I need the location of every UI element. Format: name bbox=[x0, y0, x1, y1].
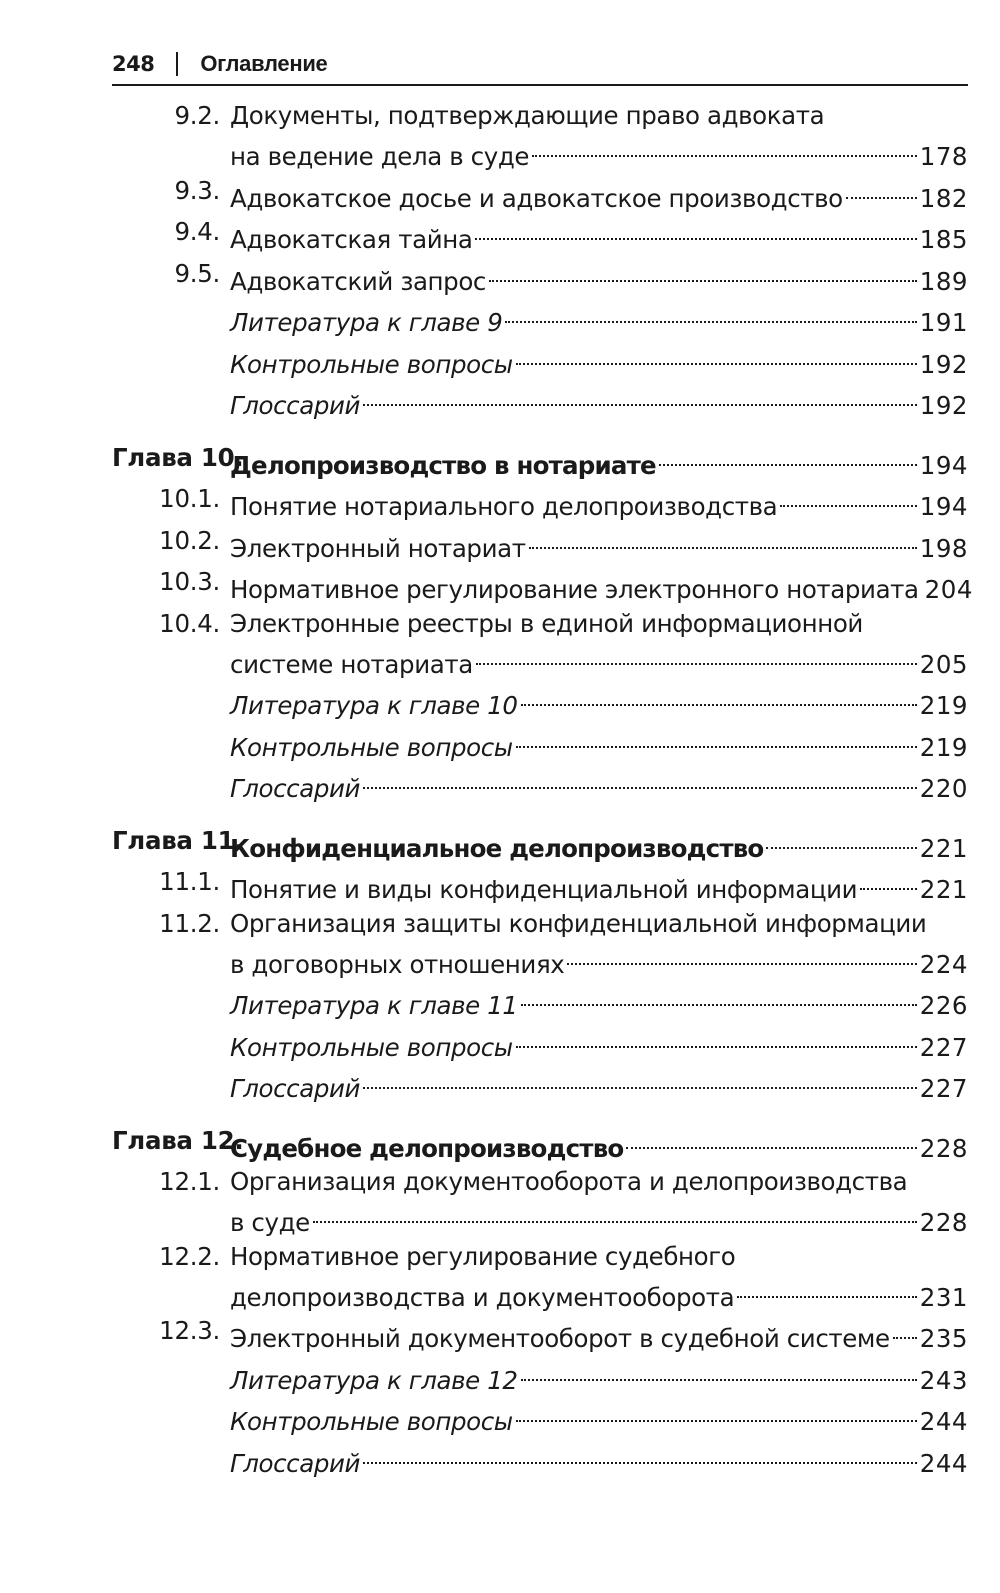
dot-leader bbox=[521, 681, 917, 714]
toc-page-number: 224 bbox=[919, 949, 968, 979]
toc-entry-line bbox=[230, 824, 968, 863]
dot-leader bbox=[532, 132, 917, 165]
toc-entry-line bbox=[230, 441, 968, 480]
toc-entry-line bbox=[230, 1439, 968, 1478]
toc-entry-line bbox=[230, 1314, 968, 1353]
toc-entry-body bbox=[230, 174, 968, 213]
toc-entry-body bbox=[230, 257, 968, 296]
toc-entry-body bbox=[230, 1439, 968, 1478]
toc-page-number: 221 bbox=[919, 833, 968, 863]
dot-leader bbox=[475, 215, 916, 248]
toc-entry-title: Делопроизводство в нотариате bbox=[230, 450, 656, 480]
toc-page-number: 219 bbox=[919, 732, 968, 762]
toc-entry-line bbox=[230, 723, 968, 762]
toc-page-number: 221 bbox=[919, 875, 968, 904]
toc-entry-number: Глава 12. bbox=[112, 1125, 244, 1155]
toc-entry-number: Глава 10. bbox=[112, 442, 244, 472]
toc-entry-line bbox=[230, 1356, 968, 1395]
toc-entry-body bbox=[230, 907, 968, 979]
dot-leader bbox=[516, 1023, 917, 1056]
toc-entry-number: 12.1. bbox=[159, 1167, 220, 1196]
dot-leader bbox=[476, 640, 917, 673]
dot-leader bbox=[780, 482, 916, 515]
toc-page-number: 191 bbox=[919, 308, 968, 337]
toc-entry-line bbox=[230, 215, 968, 254]
toc-entry-body bbox=[230, 1356, 968, 1395]
page-number: 248 bbox=[112, 52, 155, 76]
toc-entry-body bbox=[230, 340, 968, 379]
toc-entry-title: на ведение дела в суде bbox=[230, 142, 530, 171]
toc-entry-line bbox=[230, 1124, 968, 1163]
toc-entry-body bbox=[230, 298, 968, 337]
toc-entry-line bbox=[230, 1397, 968, 1436]
toc-entry-title: Контрольные вопросы bbox=[230, 1032, 513, 1062]
toc-entry-line bbox=[230, 764, 968, 803]
toc-entry-line bbox=[230, 865, 968, 904]
toc-entry-title: в суде bbox=[230, 1208, 310, 1237]
toc-page-number: 231 bbox=[919, 1282, 968, 1312]
toc-entry-line bbox=[230, 940, 968, 979]
toc-entry-body bbox=[230, 1240, 968, 1312]
toc-entry-title: Понятие нотариального делопроизводства bbox=[230, 492, 778, 521]
toc-entry-line bbox=[230, 1198, 968, 1237]
toc-entry-body bbox=[230, 1023, 968, 1062]
toc-entry-line bbox=[230, 482, 968, 521]
toc-page-number: 228 bbox=[919, 1208, 968, 1237]
toc-entry-line bbox=[230, 907, 968, 940]
toc-page-number: 244 bbox=[919, 1448, 968, 1478]
toc-entry-title: Литература к главе 9 bbox=[230, 308, 503, 337]
toc-page-number: 227 bbox=[919, 1032, 968, 1062]
toc-page-number: 205 bbox=[919, 649, 968, 679]
dot-leader bbox=[516, 723, 917, 756]
toc-entry-line bbox=[230, 1064, 968, 1103]
toc-entry-body bbox=[230, 764, 968, 803]
toc-entry-title: Контрольные вопросы bbox=[230, 732, 513, 762]
toc-entry-title: Литература к главе 11 bbox=[230, 991, 518, 1020]
toc-page-number: 192 bbox=[919, 349, 968, 379]
toc-entry-body bbox=[230, 1165, 968, 1237]
toc-entry-title: Понятие и виды конфиденциальной информации bbox=[230, 875, 858, 904]
toc-entry-number: 11.2. bbox=[159, 908, 220, 938]
toc-entry-body bbox=[230, 441, 968, 480]
toc-entry-number: 10.3. bbox=[159, 567, 220, 596]
toc-entry-title: Нормативное регулирование судебного bbox=[230, 1241, 736, 1271]
toc-entry-body bbox=[230, 215, 968, 254]
header-separator bbox=[176, 52, 178, 76]
dot-leader bbox=[766, 824, 916, 857]
toc-entry-number: 9.3. bbox=[174, 175, 220, 205]
toc-entry-line bbox=[230, 524, 968, 563]
dot-leader bbox=[529, 524, 917, 557]
toc-entry-number: 11.1. bbox=[159, 867, 220, 896]
toc-entry-title: Глоссарий bbox=[230, 1448, 361, 1478]
toc-page-number: 189 bbox=[919, 266, 968, 296]
toc-entry-line bbox=[230, 381, 968, 420]
toc-entry-body bbox=[230, 865, 968, 904]
toc-entry-line bbox=[230, 132, 968, 171]
running-title: Оглавление bbox=[200, 51, 328, 76]
toc-entry-body bbox=[230, 681, 968, 720]
dot-leader bbox=[516, 340, 917, 373]
toc-page-number: 235 bbox=[919, 1324, 968, 1353]
toc-entry-title: делопроизводства и документооборота bbox=[230, 1282, 735, 1312]
toc-entry-title: Конфиденциальное делопроизводство bbox=[230, 833, 764, 863]
dot-leader bbox=[860, 865, 917, 898]
toc-page-number: 219 bbox=[919, 691, 968, 720]
toc-entry-title: Документы, подтверждающие право адвоката bbox=[230, 101, 825, 130]
toc-entry-title: Электронный нотариат bbox=[230, 533, 526, 563]
toc-entry-body bbox=[230, 1124, 968, 1163]
toc-page-number: 228 bbox=[919, 1133, 968, 1163]
toc-entry-line bbox=[230, 681, 968, 720]
dot-leader bbox=[567, 940, 916, 973]
toc-entry-number: 9.4. bbox=[174, 217, 220, 246]
toc-entry-number: 10.2. bbox=[159, 525, 220, 555]
toc-entry-body bbox=[230, 381, 968, 420]
toc-entry-title: в договорных отношениях bbox=[230, 949, 565, 979]
toc-page-number: 243 bbox=[919, 1365, 968, 1395]
toc-entry-title: Литература к главе 12 bbox=[230, 1365, 518, 1395]
toc-entry-line bbox=[230, 99, 968, 132]
toc-entry-line bbox=[230, 298, 968, 337]
toc-entry-body bbox=[230, 981, 968, 1020]
toc-entry-title: Адвокатское досье и адвокатское производство bbox=[230, 183, 843, 213]
toc-page-number: 194 bbox=[919, 492, 968, 521]
toc-entry-line bbox=[230, 640, 968, 679]
running-header bbox=[112, 44, 968, 86]
toc-entry-title: Судебное делопроизводство bbox=[230, 1133, 624, 1163]
toc-entry-number: 10.4. bbox=[159, 608, 220, 638]
dot-leader bbox=[737, 1273, 917, 1306]
toc-entry-number: 9.5. bbox=[174, 258, 220, 288]
toc-entry-line bbox=[230, 565, 973, 604]
toc-entry-line bbox=[230, 174, 968, 213]
toc-entry-title: Организация документооборота и делопроизводства bbox=[230, 1167, 908, 1196]
toc-entry-body bbox=[230, 1064, 968, 1103]
dot-leader bbox=[893, 1314, 917, 1347]
toc-entry-body bbox=[230, 565, 973, 604]
toc-page-number: 182 bbox=[919, 183, 968, 213]
toc-entry-number: 12.2. bbox=[159, 1241, 220, 1271]
toc-entry-body bbox=[230, 524, 968, 563]
dot-leader bbox=[489, 257, 917, 290]
toc-entry-title: Глоссарий bbox=[230, 391, 361, 420]
toc-page-number: 220 bbox=[919, 774, 968, 803]
toc-entry-title: Контрольные вопросы bbox=[230, 1407, 513, 1436]
toc-page-number: 198 bbox=[919, 533, 968, 563]
toc-page-number: 185 bbox=[919, 225, 968, 254]
toc-entry-title: Глоссарий bbox=[230, 774, 361, 803]
toc-page-number: 226 bbox=[919, 991, 968, 1020]
toc-entry-line bbox=[230, 1240, 968, 1273]
dot-leader bbox=[659, 441, 917, 474]
toc-entry-number: 12.3. bbox=[159, 1316, 220, 1345]
toc-entry-body bbox=[230, 1314, 968, 1353]
toc-entry-body bbox=[230, 723, 968, 762]
toc-entry-title: Адвокатский запрос bbox=[230, 266, 486, 296]
toc-entry-number: 10.1. bbox=[159, 484, 220, 513]
toc-entry-line bbox=[230, 1273, 968, 1312]
toc-entry-body bbox=[230, 99, 968, 171]
toc-entry-title: Электронные реестры в единой информационной bbox=[230, 608, 863, 638]
dot-leader bbox=[363, 1439, 917, 1472]
toc-entry-title: Нормативное регулирование электронного нотариата bbox=[230, 575, 919, 604]
toc-entry-line bbox=[230, 1165, 968, 1198]
dot-leader bbox=[363, 381, 917, 414]
toc-entry-title: Глоссарий bbox=[230, 1074, 361, 1103]
toc-page-number: 192 bbox=[919, 391, 968, 420]
dot-leader bbox=[363, 764, 917, 797]
toc-entry-title: системе нотариата bbox=[230, 649, 473, 679]
toc-entry-number: Глава 11. bbox=[112, 825, 244, 855]
toc-entry-line bbox=[230, 340, 968, 379]
toc-entry-line bbox=[230, 1023, 968, 1062]
toc-entry-line bbox=[230, 607, 968, 640]
dot-leader bbox=[313, 1198, 917, 1231]
toc-entry-body bbox=[230, 1397, 968, 1436]
toc-entry-title: Электронный документооборот в судебной системе bbox=[230, 1324, 890, 1353]
toc-page-number: 227 bbox=[919, 1074, 968, 1103]
toc-entry-title: Адвокатская тайна bbox=[230, 225, 473, 254]
dot-leader bbox=[626, 1124, 916, 1157]
dot-leader bbox=[846, 174, 917, 207]
toc-entry-line bbox=[230, 257, 968, 296]
dot-leader bbox=[516, 1397, 917, 1430]
toc-page-number: 178 bbox=[919, 142, 968, 171]
toc-entry-line bbox=[230, 981, 968, 1020]
toc-page-number: 204 bbox=[924, 575, 973, 604]
toc-entry-body bbox=[230, 482, 968, 521]
toc-entry-title: Литература к главе 10 bbox=[230, 691, 518, 720]
toc-entry-body bbox=[230, 824, 968, 863]
toc-entry-title: Организация защиты конфиденциальной информации bbox=[230, 908, 927, 938]
dot-leader bbox=[363, 1064, 917, 1097]
dot-leader bbox=[521, 1356, 917, 1389]
dot-leader bbox=[521, 981, 917, 1014]
toc-entry-body bbox=[230, 607, 968, 679]
dot-leader bbox=[505, 298, 916, 331]
toc-entry-number: 9.2. bbox=[174, 101, 220, 130]
toc-page-number: 194 bbox=[919, 450, 968, 480]
toc-entry-title: Контрольные вопросы bbox=[230, 349, 513, 379]
toc-page-number: 244 bbox=[919, 1407, 968, 1436]
